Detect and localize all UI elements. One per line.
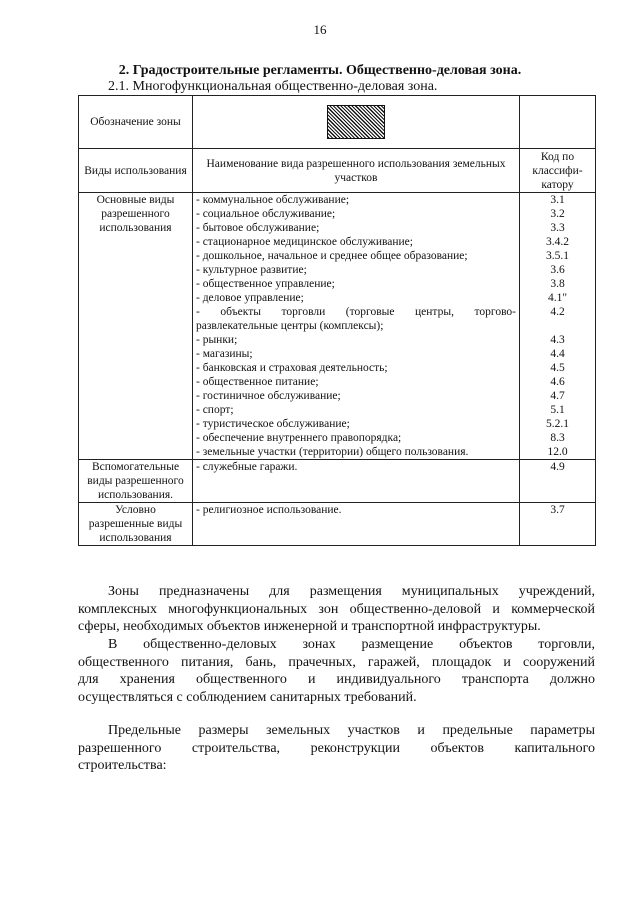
auxiliary-uses-code xyxy=(520,460,596,503)
code-value: 4.4 xyxy=(550,348,565,360)
list-item: - объекты торговли (торговые центры, торгово- xyxy=(196,306,516,318)
paragraph-line: разрешенного строительства, реконструкции объектов капитального xyxy=(78,740,595,756)
paragraph-line xyxy=(78,636,595,654)
list-item: - магазины; xyxy=(196,348,253,360)
conditional-uses-list xyxy=(193,503,520,546)
paragraph-placement-rules xyxy=(78,636,595,706)
code-value: 3.5.1 xyxy=(546,250,569,262)
subsection-title: 2.1. Многофункциональная общественно-деловая зона. xyxy=(108,79,438,94)
list-item-continuation: развлекательные центры (комплексы); xyxy=(196,320,384,332)
list-item: - религиозное использование. xyxy=(196,504,342,516)
section-title: 2. Градостроительные регламенты. Общественно-деловая зона. xyxy=(118,63,522,78)
paragraph-text: В общественно-деловых зонах размещение объектов торговли, xyxy=(108,637,595,652)
code-value: 12.0 xyxy=(547,446,568,458)
list-item: - социальное обслуживание; xyxy=(196,208,336,220)
list-item: - гостиничное обслуживание; xyxy=(196,390,341,402)
code-value: 3.7 xyxy=(550,504,565,516)
code-value: 4.6 xyxy=(550,376,565,388)
code-value: 4.9 xyxy=(550,461,565,473)
code-value: 3.1 xyxy=(550,194,565,206)
code-value: 3.3 xyxy=(550,222,565,234)
list-item: - общественное управление; xyxy=(196,278,335,290)
main-uses-row xyxy=(79,193,596,460)
auxiliary-uses-label-text: Вспомогательные виды разрешенного использования. xyxy=(87,461,184,501)
conditional-uses-label-text: Условно разрешенные виды использования xyxy=(88,504,183,544)
list-item: - дошкольное, начальное и среднее общее образование; xyxy=(196,250,468,262)
header-row xyxy=(79,149,596,193)
header-col-name xyxy=(193,149,520,193)
auxiliary-uses-row xyxy=(79,460,596,503)
paragraph-limits-intro xyxy=(78,722,595,775)
list-item: - стационарное медицинское обслуживание; xyxy=(196,236,413,248)
code-value: 4.1" xyxy=(547,292,568,304)
paragraph-line: сферы, необходимых объектов инженерной и транспортной инфраструктуры. xyxy=(78,619,541,634)
main-uses-label xyxy=(79,193,193,460)
code-value: 3.2 xyxy=(550,208,565,220)
header-col-usage xyxy=(79,149,193,193)
paragraph-line: строительства: xyxy=(78,758,167,773)
auxiliary-uses-label xyxy=(79,460,193,503)
list-item: - рынки; xyxy=(196,334,238,346)
paragraph-line xyxy=(78,722,595,740)
code-value: 8.3 xyxy=(550,432,565,444)
list-item: - служебные гаражи. xyxy=(196,461,298,473)
zone-hatch-symbol xyxy=(327,105,385,139)
code-value: 3.8 xyxy=(550,278,565,290)
code-value: 5.1 xyxy=(550,404,565,416)
code-value: 4.3 xyxy=(550,334,565,346)
main-uses-list xyxy=(193,193,520,460)
list-item: - земельные участки (территории) общего пользования. xyxy=(196,446,469,458)
main-uses-label-text: Основные виды разрешенного использования xyxy=(96,194,175,234)
code-value: 4.7 xyxy=(550,390,565,402)
list-item: - общественное питание; xyxy=(196,376,319,388)
list-item: - туристическое обслуживание; xyxy=(196,418,350,430)
paragraph-line: осуществляться с соблюдением санитарных требований. xyxy=(78,689,417,705)
list-item: - деловое управление; xyxy=(196,292,304,304)
list-item: - спорт; xyxy=(196,404,234,416)
page-number: 16 xyxy=(313,22,327,37)
header-col-code xyxy=(520,149,596,193)
zone-empty-cell xyxy=(520,96,596,149)
main-uses-codes xyxy=(520,193,596,460)
paragraph-line: общественного питания, бань, прачечных, гаражей, площадок и сооружений xyxy=(78,654,595,670)
conditional-uses-row xyxy=(79,503,596,546)
code-value: 5.2.1 xyxy=(546,418,569,430)
paragraph-line xyxy=(78,583,595,601)
zone-designation-row xyxy=(79,96,596,149)
paragraph-text: Предельные размеры земельных участков и предельные параметры xyxy=(108,723,595,738)
paragraph-text: Зоны предназначены для размещения муниципальных учреждений, xyxy=(108,584,595,599)
list-item: - коммунальное обслуживание; xyxy=(196,194,350,206)
code-value: 4.2 xyxy=(550,306,565,318)
conditional-uses-label xyxy=(79,503,193,546)
zoning-table xyxy=(78,95,596,546)
paragraph-line: для хранения общественного и индивидуального транспорта должно xyxy=(78,672,595,687)
paragraph-zone-purpose xyxy=(78,583,595,636)
conditional-uses-code xyxy=(520,503,596,546)
header-name-label: Наименование вида разрешенного использования земельных участков xyxy=(206,157,506,184)
auxiliary-uses-list xyxy=(193,460,520,503)
code-value: 3.6 xyxy=(550,264,565,276)
list-item: - бытовое обслуживание; xyxy=(196,222,320,234)
zone-symbol-cell xyxy=(193,96,520,149)
zone-label: Обозначение зоны xyxy=(90,116,181,128)
zone-label-cell xyxy=(79,96,193,149)
header-usage-label: Виды использования xyxy=(84,164,187,177)
code-value: 4.5 xyxy=(550,362,565,374)
list-item: - банковская и страховая деятельность; xyxy=(196,362,388,374)
code-value: 3.4.2 xyxy=(546,236,569,248)
paragraph-line: комплексных многофункциональных зон общественно-деловой и коммерческой xyxy=(78,601,595,617)
list-item: - обеспечение внутреннего правопорядка; xyxy=(196,432,402,444)
header-code-label: Код по классифи-катору xyxy=(532,150,583,191)
list-item: - культурное развитие; xyxy=(196,264,307,276)
